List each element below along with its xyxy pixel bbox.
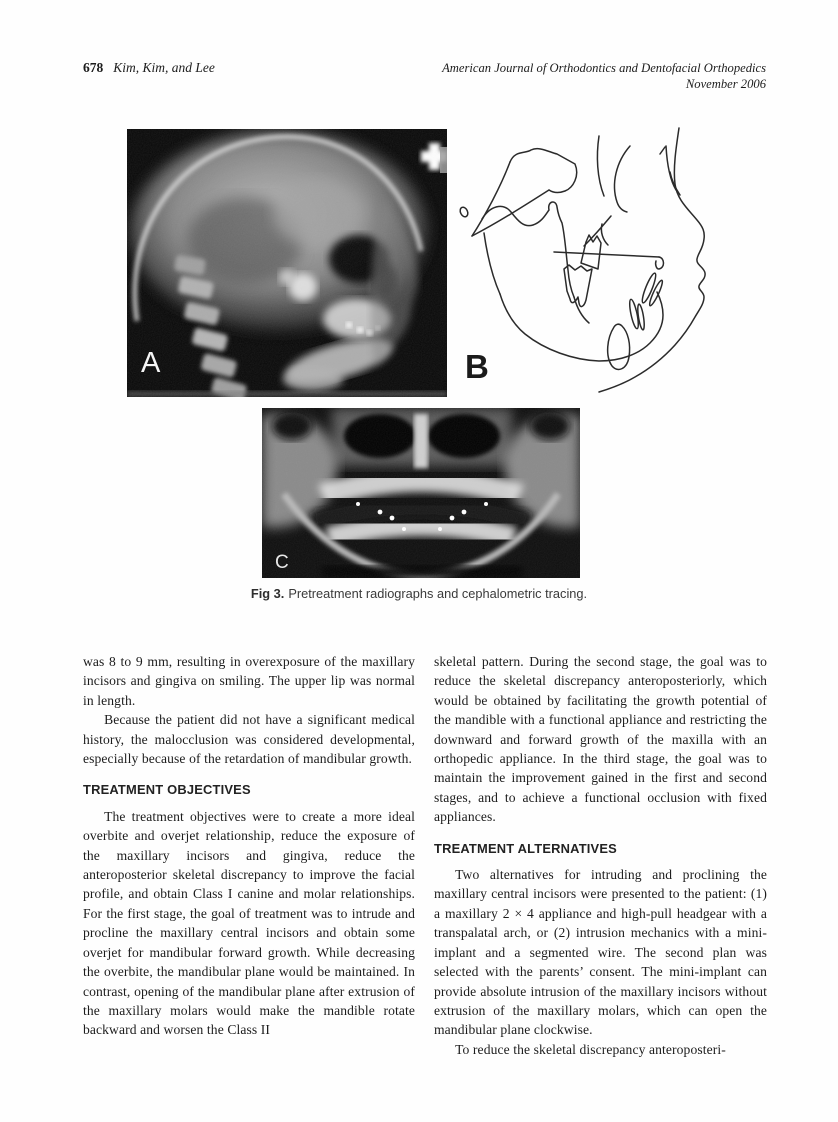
paragraph: To reduce the skeletal discrepancy anteroposteri- <box>455 1041 726 1057</box>
header-right <box>442 60 766 92</box>
figure-caption <box>0 586 838 601</box>
journal-issue-date: November 2006 <box>685 77 766 91</box>
tracing-background <box>453 126 767 396</box>
figure-panel-a <box>127 129 447 397</box>
page-number: 678 <box>83 60 104 75</box>
paragraph: Because the patient did not have a significant medical history, the malocclusion was considered developmental, especially because of the retardation of mandibular growth. <box>83 712 415 767</box>
paragraph: was 8 to 9 mm, resulting in overexposure of the maxillary incisors and gingiva on smiling. The upper lip was normal in length. <box>83 654 415 708</box>
section-heading-treatment-objectives: TREATMENT OBJECTIVES <box>83 782 251 798</box>
cephalometric-tracing-image <box>453 126 767 396</box>
left-column <box>83 652 415 1040</box>
panel-a-label: A <box>141 347 161 379</box>
film-grain <box>262 408 580 578</box>
paragraph: Two alternatives for intruding and proclining the maxillary central incisors were presented to the patient: (1) a maxillary 2 × 4 appliance and high-pull headgear with a transpalatal arch, or (2) intrusion mechanics with a mini-implant and a segmented wire. The second plan was selected with the parents’ consent. The mini-implant can provide absolute intrusion of the maxillary incisors without extrusion of the maxillary molars, which can open the mandibular plane clockwise. <box>434 867 767 1038</box>
panel-c-label: C <box>275 552 289 573</box>
panel-b-label: B <box>465 348 489 385</box>
authors: Kim, Kim, and Lee <box>113 60 215 75</box>
panoramic-xray-image <box>262 408 580 578</box>
figure-caption-text: Pretreatment radiographs and cephalometric tracing. <box>288 586 588 601</box>
figure-panel-b <box>453 126 767 396</box>
journal-title: American Journal of Orthodontics and Dentofacial Orthopedics <box>442 61 766 75</box>
right-column <box>434 652 767 1059</box>
paragraph: skeletal pattern. During the second stage, the goal was to reduce the skeletal discrepancy anteroposteriorly, which would be obtained by facilitating the growth potential of the mandible with a functional appliance and restricting the downward and forward growth of the maxilla with an orthopedic appliance. In the third stage, the goal was to maintain the improvement gained in the first and second stages, and to achieve a functional occlusion with fixed appliances. <box>434 654 767 825</box>
header-left <box>83 60 215 92</box>
section-heading-treatment-alternatives: TREATMENT ALTERNATIVES <box>434 840 617 856</box>
paragraph: The treatment objectives were to create a more ideal overbite and overjet relationship, reduce the exposure of the maxillary incisors and gingiva, reduce the anteroposterior skeletal discrepancy to improve the facial profile, and obtain Class I canine and molar relationships. For the first stage, the goal of treatment was to intrude and procline the maxillary central incisors and obtain some overjet for mandibular forward growth. While decreasing the overbite, the mandibular plane would be maintained. In contrast, opening of the mandibular plane after extrusion of the maxillary molars would make the mandible rotate backward and worsen the Class II <box>83 808 415 1038</box>
figure-panel-c <box>262 408 580 578</box>
lateral-ceph-xray-image <box>127 129 447 397</box>
film-grain <box>127 129 447 397</box>
page-header <box>83 60 766 92</box>
figure-caption-label: Fig 3. <box>250 586 285 601</box>
